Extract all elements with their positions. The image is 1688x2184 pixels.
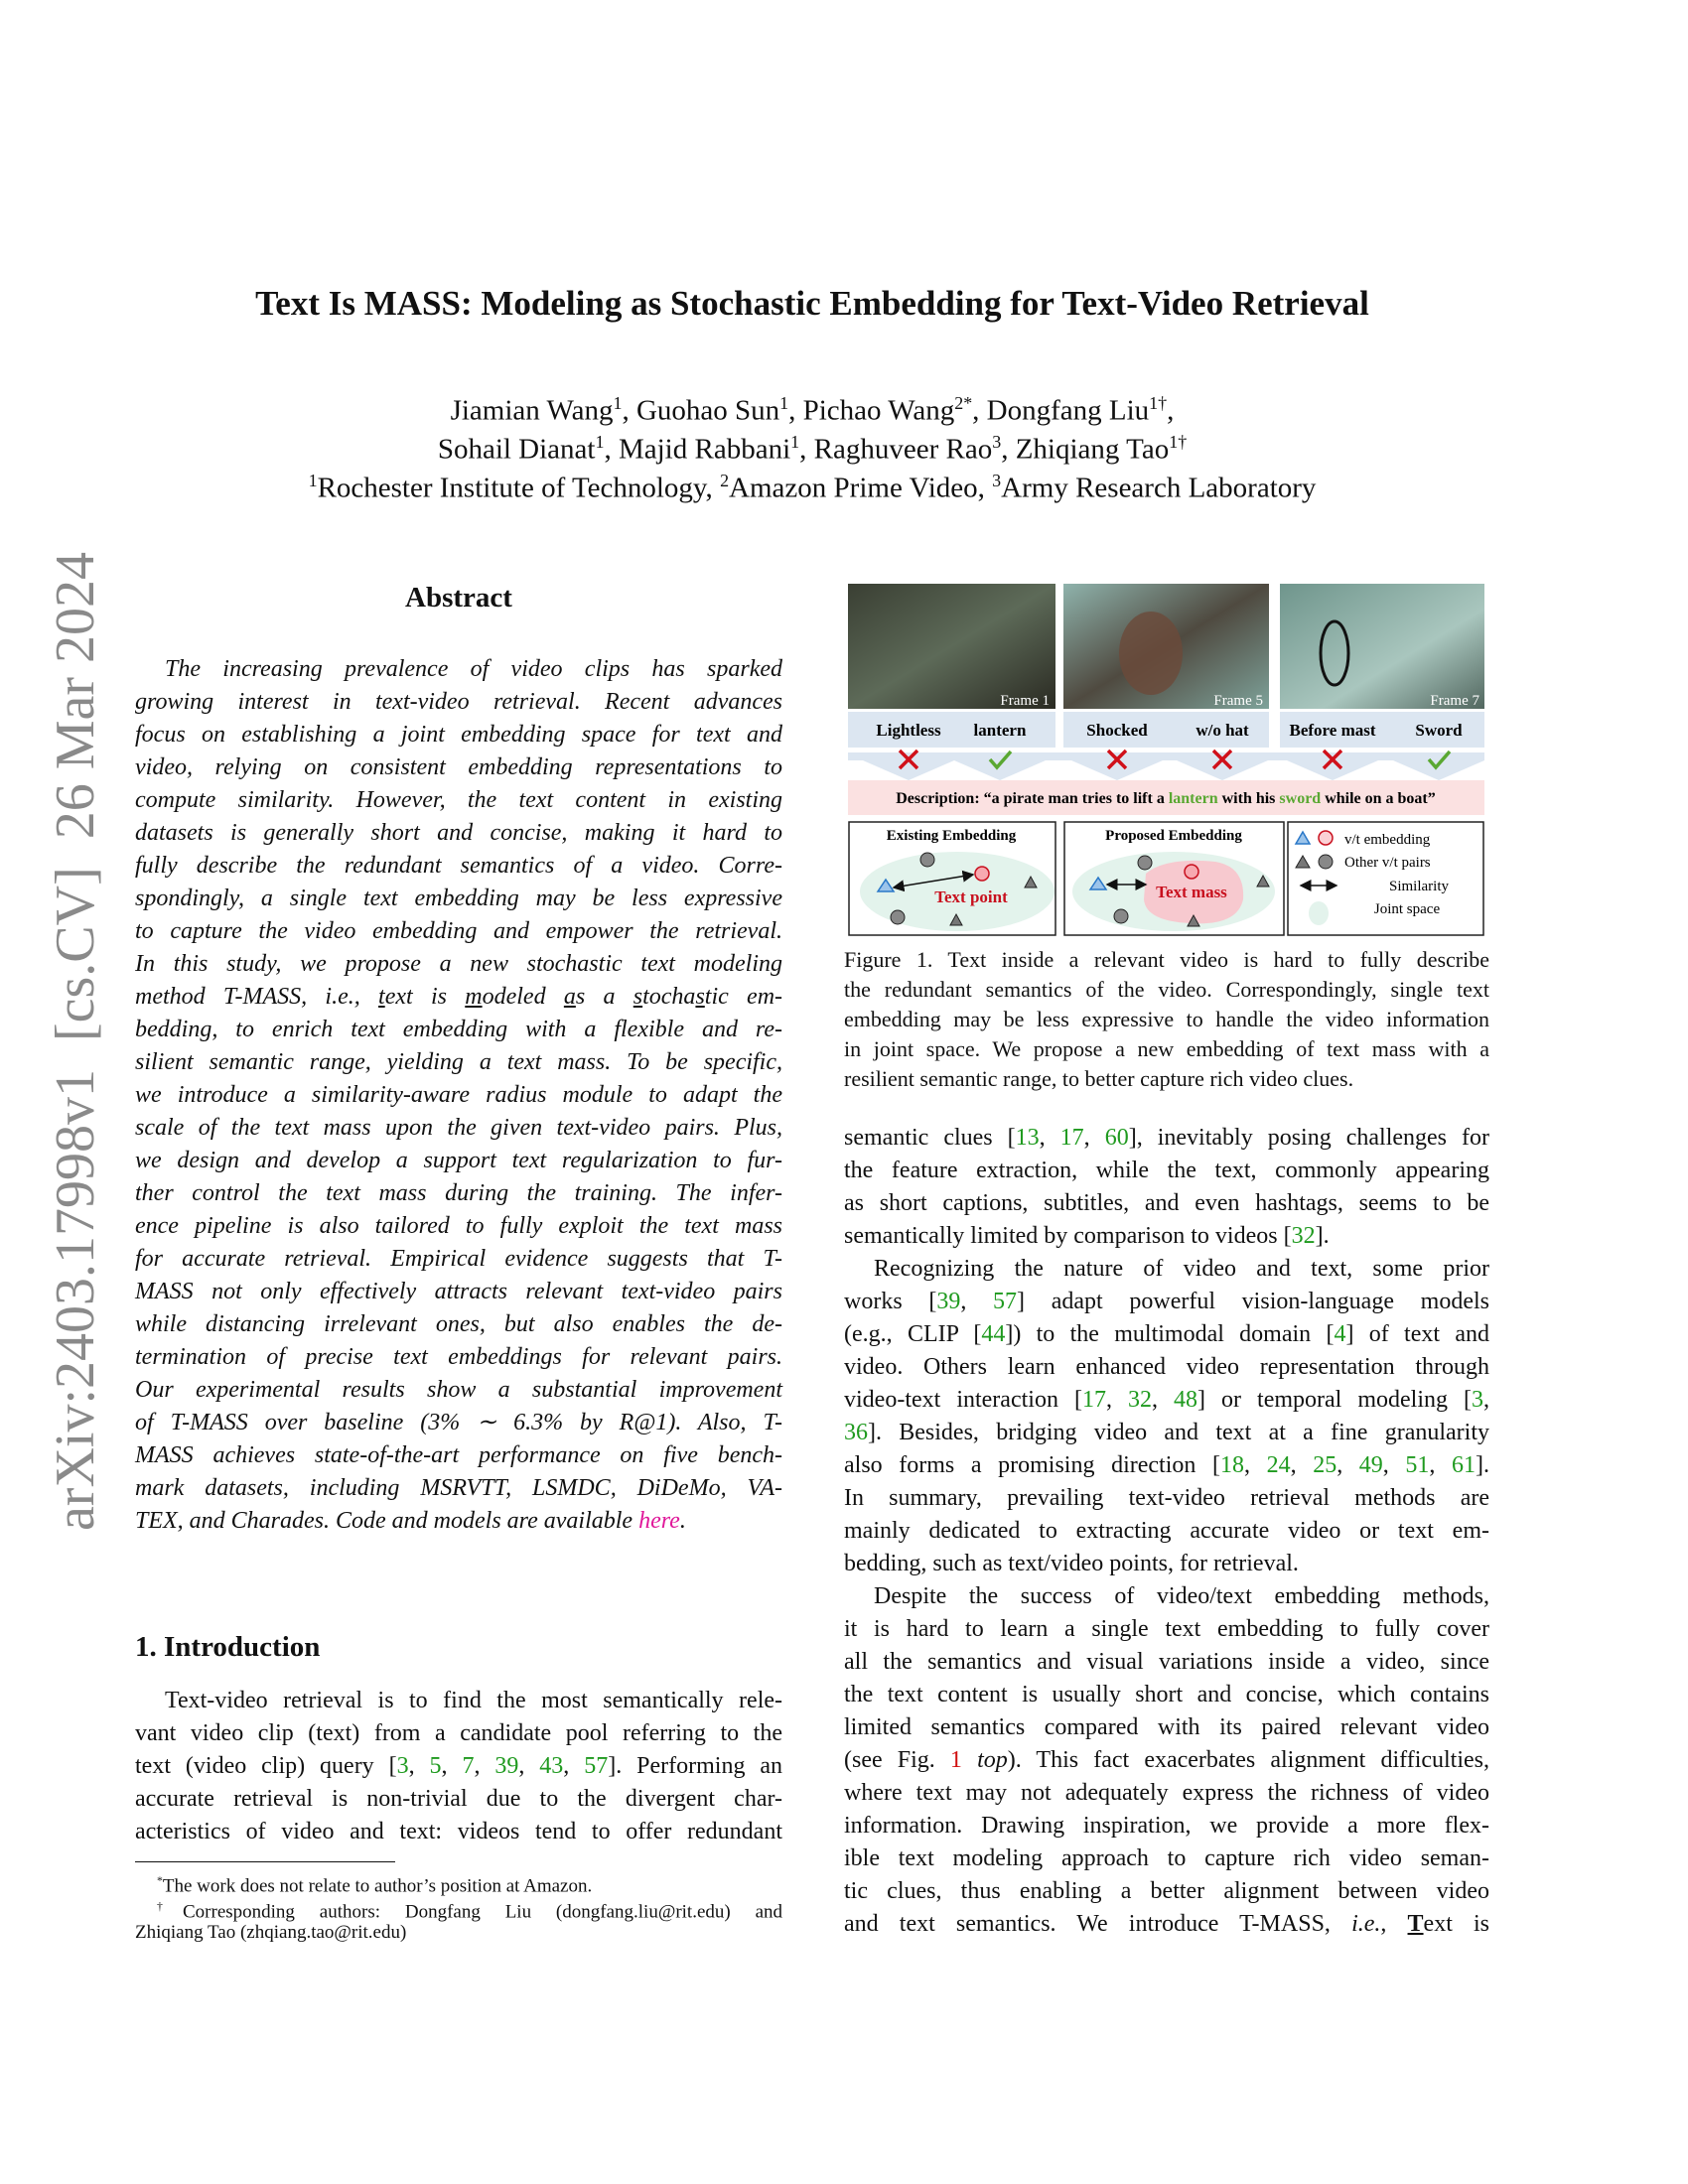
body-line: limited semantics compared with its paired relevant video	[844, 1714, 1489, 1740]
body-line: 36]. Besides, bridging video and text at a fine granularity	[844, 1420, 1489, 1445]
abstract-line: focus on establishing a joint embedding space for text and	[135, 722, 782, 748]
body-line: as short captions, subtitles, and even hashtags, seems to be	[844, 1190, 1489, 1216]
figure-description: Description: “a pirate man tries to lift a lantern with his sword while on a boat”	[896, 790, 1436, 807]
figure-legend	[1288, 822, 1483, 935]
body-line: (e.g., CLIP [44]) to the multimodal domain [4] of text and	[844, 1321, 1489, 1347]
body-line: Despite the success of video/text embedding methods,	[874, 1583, 1489, 1609]
video-frame-5	[1063, 584, 1269, 709]
body-line: bedding, such as text/video points, for retrieval.	[844, 1551, 1299, 1576]
footnote-line: *The work does not relate to author’s position at Amazon.	[157, 1874, 593, 1897]
abstract-line: for accurate retrieval. Empirical evidence suggests that T-	[135, 1246, 782, 1272]
footnote-line: †Corresponding authors: Dongfang Liu (dongfang.liu@rit.edu) and	[157, 1900, 783, 1923]
frame-label: Frame 7	[1430, 693, 1479, 709]
abstract-line: to capture the video embedding and empower the retrieval.	[135, 918, 782, 944]
abstract-line: ther control the text mass during the training. The infer-	[135, 1180, 782, 1206]
existing-embedding-panel	[849, 822, 1055, 935]
abstract-body	[135, 653, 782, 1538]
body-line: semantically limited by comparison to videos [32].	[844, 1223, 1330, 1249]
author-list-line-2: Sohail Dianat$^1$, Majid Rabbani$^1$, Raghuveer Rao$^3$, Zhiqiang Tao$^{1\dagger}$	[437, 432, 1188, 466]
frame-caption-label: w/o hat	[1196, 721, 1249, 740]
body-line: all the semantics and visual variations inside a video, since	[844, 1649, 1489, 1675]
intro-line: vant video clip (text) from a candidate pool referring to the	[135, 1720, 782, 1746]
frame-caption-label: lantern	[973, 721, 1027, 740]
figure-1	[848, 584, 1484, 937]
abstract-heading: Abstract	[405, 582, 512, 614]
body-line: video-text interaction [17, 32, 48] or temporal modeling [3,	[844, 1387, 1490, 1413]
section-heading-introduction: 1. Introduction	[135, 1631, 321, 1663]
body-line: ible text modeling approach to capture rich video seman-	[844, 1845, 1489, 1871]
body-line: Recognizing the nature of video and text, some prior	[874, 1256, 1489, 1282]
svg-text:Proposed Embedding: Proposed Embedding	[1105, 828, 1242, 844]
body-line: where text may not adequately express the richness of video	[844, 1780, 1489, 1806]
frame-caption-label: Before mast	[1289, 721, 1376, 740]
abstract-line: mark datasets, including MSRVTT, LSMDC, DiDeMo, VA-	[135, 1475, 782, 1501]
body-line: it is hard to learn a single text embedding to fully cover	[844, 1616, 1489, 1642]
intro-line: accurate retrieval is non-trivial due to the divergent char-	[135, 1786, 782, 1812]
right-column-body	[844, 1122, 1489, 1941]
abstract-line: video, relying on consistent embedding representations to	[135, 754, 782, 780]
abstract-line: we design and develop a support text regularization to fur-	[135, 1148, 782, 1173]
affiliations: $^1$Rochester Institute of Technology, $^2$Amazon Prime Video, $^3$Army Research Laboratory	[308, 471, 1317, 504]
abstract-line: MASS not only effectively attracts relevant text-video pairs	[135, 1279, 782, 1304]
body-line: the text content is usually short and concise, which contains	[844, 1682, 1489, 1707]
body-line: and text semantics. We introduce T-MASS, i.e., Text is	[844, 1911, 1490, 1937]
intro-line: text (video clip) query [3, 5, 7, 39, 43, 57]. Performing an	[135, 1753, 783, 1779]
abstract-line: compute similarity. However, the text content in existing	[135, 787, 782, 813]
body-line: semantic clues [13, 17, 60], inevitably posing challenges for	[844, 1125, 1490, 1151]
abstract-line: fully describe the redundant semantics of a video. Corre-	[135, 853, 782, 879]
abstract-line: scale of the text mass upon the given text-video pairs. Plus,	[135, 1115, 782, 1141]
abstract-line: spondingly, a single text embedding may be less expressive	[135, 886, 782, 911]
text-mass-label: Text mass	[1156, 883, 1227, 901]
caption-line: embedding may be less expressive to handle the video information	[844, 1007, 1489, 1031]
abstract-line: silient semantic range, yielding a text mass. To be specific,	[135, 1049, 782, 1075]
abstract-line: while distancing irrelevant ones, but also enables the de-	[135, 1311, 782, 1337]
abstract-line: MASS achieves state-of-the-art performance on five bench-	[135, 1442, 782, 1468]
abstract-line: TEX, and Charades. Code and models are available here.	[135, 1508, 686, 1534]
frame-label: Frame 1	[1000, 693, 1050, 709]
author-list-line-1: Jiamian Wang$^1$, Guohao Sun$^1$, Pichao Wang$^{2*}$, Dongfang Liu$^{1\dagger}$,	[450, 393, 1175, 427]
caption-line: resilient semantic range, to better capture rich video clues.	[844, 1066, 1354, 1091]
caption-line: in joint space. We propose a new embedding of text mass with a	[844, 1036, 1489, 1061]
frame-caption-label: Lightless	[876, 721, 941, 740]
svg-text:Existing Embedding: Existing Embedding	[886, 828, 1017, 844]
intro-line: acteristics of video and text: videos tend to offer redundant	[135, 1819, 782, 1844]
abstract-line: ence pipeline is also tailored to fully exploit the text mass	[135, 1213, 782, 1239]
abstract-line: The increasing prevalence of video clips has sparked	[165, 656, 782, 682]
svg-text:Joint space: Joint space	[1373, 901, 1441, 917]
caption-line: the redundant semantics of the video. Correspondingly, single text	[844, 977, 1489, 1002]
arxiv-identifier: arXiv:2403.17998v1 [cs.CV] 26 Mar 2024	[45, 551, 106, 1532]
abstract-line: datasets is generally short and concise, making it hard to	[135, 820, 782, 846]
intro-line: Text-video retrieval is to find the most semantically rele-	[165, 1688, 782, 1713]
caption-line: Figure 1. Text inside a relevant video is hard to fully describe	[844, 947, 1489, 972]
frame-label: Frame 5	[1213, 693, 1263, 709]
text-point-label: Text point	[934, 887, 1008, 906]
abstract-line: we introduce a similarity-aware radius module to adapt the	[135, 1082, 782, 1108]
abstract-line: growing interest in text-video retrieval. Recent advances	[135, 689, 782, 715]
body-line: (see Fig. 1 top). This fact exacerbates alignment difficulties,	[844, 1747, 1490, 1773]
body-line: video. Others learn enhanced video representation through	[844, 1354, 1489, 1380]
body-line: the feature extraction, while the text, commonly appearing	[844, 1158, 1489, 1183]
body-line: works [39, 57] adapt powerful vision-language models	[844, 1289, 1489, 1314]
code-link[interactable]: here	[638, 1508, 680, 1534]
footnote-rule	[135, 1861, 395, 1862]
abstract-line: bedding, to enrich text embedding with a flexible and re-	[135, 1017, 782, 1042]
svg-text:Other v/t pairs: Other v/t pairs	[1344, 855, 1431, 871]
video-frame-1	[848, 584, 1055, 709]
body-line: information. Drawing inspiration, we provide a more flex-	[844, 1813, 1489, 1839]
abstract-line: method T-MASS, i.e., text is modeled as a stochastic em-	[135, 984, 783, 1010]
frame-caption-label: Shocked	[1086, 721, 1148, 740]
video-frame-7	[1280, 584, 1484, 709]
body-line: In summary, prevailing text-video retrieval methods are	[844, 1485, 1489, 1511]
abstract-line: termination of precise text embeddings for relevant pairs.	[135, 1344, 782, 1370]
footnote-line: Zhiqiang Tao (zhqiang.tao@rit.edu)	[135, 1922, 407, 1943]
footnotes	[135, 1868, 782, 1946]
body-line: also forms a promising direction [18, 24, 25, 49, 51, 61].	[844, 1452, 1490, 1478]
svg-text:v/t embedding: v/t embedding	[1344, 832, 1431, 848]
abstract-line: Our experimental results show a substantial improvement	[135, 1377, 782, 1403]
frame-caption-label: Sword	[1415, 721, 1463, 740]
body-line: mainly dedicated to extracting accurate video or text em-	[844, 1518, 1489, 1544]
proposed-embedding-panel	[1064, 822, 1284, 935]
abstract-line: In this study, we propose a new stochastic text modeling	[135, 951, 782, 977]
svg-text:Similarity: Similarity	[1389, 879, 1449, 894]
figure-1-caption	[844, 945, 1489, 1094]
abstract-line: of T-MASS over baseline (3% ∼ 6.3% by R@1). Also, T-	[135, 1410, 782, 1435]
paper-title: Text Is MASS: Modeling as Stochastic Embedding for Text-Video Retrieval	[255, 284, 1369, 323]
body-line: tic clues, thus enabling a better alignment between video	[844, 1878, 1489, 1904]
introduction-body	[135, 1685, 782, 1848]
